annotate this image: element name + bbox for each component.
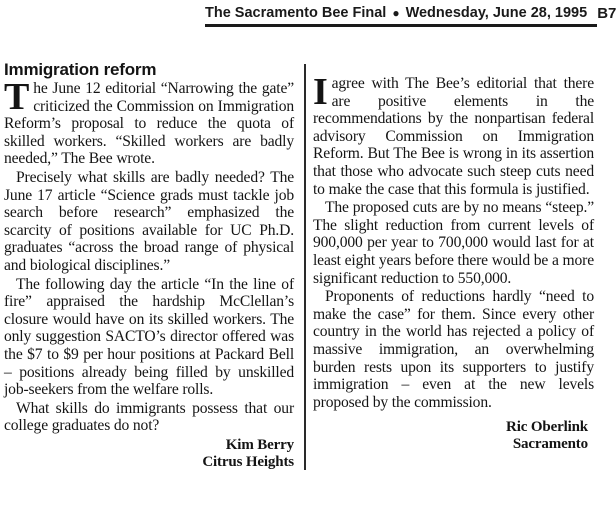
signature-author: Kim Berry	[225, 436, 294, 453]
letter-paragraph: The proposed cuts are by no means “steep.” The slight reduction from current levels of 900,000 per year to 700,000 would last for at least eight years before there would be a more significant reduction to 550,000.	[313, 199, 594, 287]
masthead-rule	[205, 24, 597, 27]
paragraph-text: he June 12 editorial “Narrowing the gate” criticized the Commission on Immigration Reform’s proposal to reduce the quota of skilled workers. “Skilled workers are badly needed,” The Bee wrote.	[4, 80, 294, 168]
signature-city: Sacramento	[512, 436, 588, 453]
column-divider	[304, 64, 306, 470]
issue-date: Wednesday, June 28, 1995	[405, 5, 588, 21]
letter-paragraph: What skills do immigrants possess that our college graduates do not?	[4, 399, 294, 435]
letter-kim-berry	[4, 60, 294, 471]
drop-cap: I	[313, 71, 328, 113]
newspaper-name: The Sacramento Bee Final	[205, 5, 387, 21]
drop-cap: T	[4, 76, 30, 118]
masthead	[205, 4, 616, 22]
letter-paragraph: The following day the article “In the line of fire” appraised the hardship McClellan’s closure would have on its skilled workers. The only suggestion SACTO’s director offered was the $7 to $9 per hour positions at Packard Bell – positions already being filled by unskilled job-seekers from the welfare rolls.	[4, 275, 294, 399]
bullet-separator: ●	[392, 6, 400, 20]
letter-paragraph: Proponents of reductions hardly “need to make the case” for them. Since every other country in the world has rejected a policy of massive immigration, an overwhelming burden rests upon its supporters to justify immigration – even at the new levels proposed by the commission.	[313, 288, 594, 411]
page-number: B7	[597, 4, 616, 22]
signature-author: Ric Oberlink	[506, 419, 588, 436]
letter-paragraph	[4, 76, 294, 168]
signature-city: Citrus Heights	[202, 453, 294, 470]
letter-headline: Immigration reform	[4, 60, 157, 79]
letter-ric-oberlink	[313, 71, 594, 453]
paragraph-text: agree with The Bee’s editorial that there are positive elements in the recommendations by the nonpartisan federal advisory Commission on Immigration Reform. But The Bee is wrong in its assertion that those who advocate such steep cuts need to make the case that this formula is justified.	[313, 75, 594, 198]
letter-paragraph	[313, 71, 594, 198]
letter-paragraph: Precisely what skills are badly needed? The June 17 article “Science grads must tackle job search before research” emphasized the scarcity of positions available for UC Ph.D. graduates “across the broad range of physical and biological disciplines.”	[4, 168, 294, 274]
